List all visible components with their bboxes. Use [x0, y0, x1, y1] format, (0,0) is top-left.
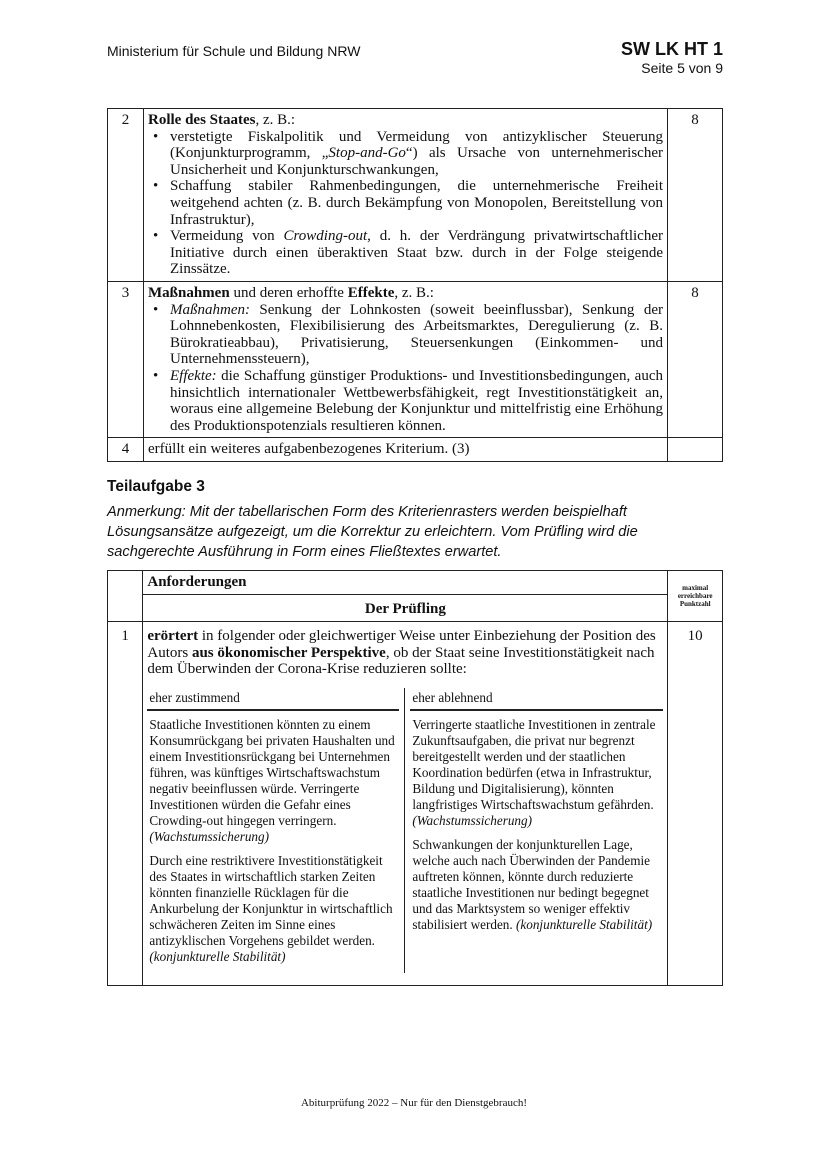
- pro-column: [147, 688, 405, 973]
- header-requirements: Anforderungen: [143, 571, 668, 595]
- row-content: Maßnahmen und deren erhoffte Effekte, z. B.: • Maßnahmen: Senkung der Lohnkosten (soweit beeinflussbar), Senkung der Lohnnebenkosten, Flexibilisierung des Arbeitsmarktes, Deregulierung (z. B. Bürokratieabbau), Privatisierung, Steuersenkungen (Einkommen- und Unternehmenssteuern), • Effekte: die Schaffung günstiger Produktions- und Investitionsbedingungen, auch hinsichtlich internationaler Wettbewerbsfähigkeit, regt Investitionstätigkeit an, woraus eine allgemeine Belebung der Konjunktur und mittelfristig eine Erhöhung des Produktionspotenzials resultieren können.: [144, 281, 668, 437]
- contra-column: [405, 688, 663, 973]
- pro-column-header: eher zustimmend: [147, 688, 399, 711]
- criteria-table-part3: [107, 570, 723, 986]
- header-max-points: maximal erreichbare Punktzahl: [668, 571, 723, 622]
- criterion-title: Rolle des Staates: [148, 112, 256, 128]
- row-number: 1: [108, 622, 143, 986]
- table-header-row: [108, 594, 723, 622]
- criteria-table-part2: [107, 108, 723, 462]
- table-row: [108, 281, 723, 437]
- row-number: 3: [108, 281, 144, 437]
- exam-code: SW LK HT 1: [621, 39, 723, 59]
- section-note: Anmerkung: Mit der tabellarischen Form des Kriterienrasters werden beispielhaft Lösungsansätze aufgezeigt, um die Korrektur zu erleichtern. Vom Prüfling wird die sachgerechte Ausführung in Form eines Fließtextes erwartet.: [107, 504, 638, 560]
- argument: Verringerte staatliche Investitionen in zentrale Zukunftsaufgaben, die privat nur begrenzt bereitgestellt werden und der staatlichen Koordination bedürfen (etwa in Infrastruktur, Bildung und Digitalisierung), könnten langfristiges Wirtschaftswachstum gefährden. (Wachstumssicherung): [412, 716, 656, 828]
- list-item: • Schaffung stabiler Rahmenbedingungen, die unternehmerische Freiheit weitgehend achten (z. B. durch Bekämpfung von Monopolen, Bereitstellung von Infrastruktur),: [170, 178, 663, 228]
- page-header: [621, 38, 723, 77]
- row-points: 8: [668, 281, 723, 437]
- section-title: Teilaufgabe 3: [107, 478, 205, 495]
- table-header-row: [108, 571, 723, 595]
- list-item: • Maßnahmen: Senkung der Lohnkosten (soweit beeinflussbar), Senkung der Lohnnebenkosten, Flexibilisierung des Arbeitsmarktes, Deregulierung (z. B. Bürokratieabbau), Privatisierung, Steuersenkungen (Einkommen- und Unternehmenssteuern),: [170, 302, 663, 368]
- bullet-list: [148, 129, 663, 278]
- table-row: [108, 109, 723, 282]
- row-number: 4: [108, 438, 144, 462]
- bullet-list: [148, 302, 663, 435]
- row-content: erfüllt ein weiteres aufgabenbezogenes Kriterium. (3): [144, 438, 668, 462]
- page-number: Seite 5 von 9: [641, 60, 723, 76]
- pro-contra-table: [147, 688, 663, 973]
- list-item: • verstetigte Fiskalpolitik und Vermeidung von antizyklischer Steuerung (Konjunkturprogramm, „Stop-and-Go“) als Ursache von unternehmerischer Unsicherheit und Konjunkturschwankungen,: [170, 129, 663, 179]
- list-item: • Effekte: die Schaffung günstiger Produktions- und Investitionsbedingungen, auch hinsichtlich internationaler Wettbewerbsfähigkeit, regt Investitionstätigkeit an, woraus eine allgemeine Belebung der Konjunktur und mittelfristig eine Erhöhung des Produktionspotenzials resultieren können.: [170, 368, 663, 434]
- row-content: [144, 109, 668, 282]
- argument: Schwankungen der konjunkturellen Lage, welche auch nach Überwinden der Pandemie auftreten können, könnte durch reduzierte staatliche Investitionen nur bedingt begegnet und das Marktsystem so weniger effektiv stabilisiert werden. (konjunkturelle Stabilität): [412, 836, 653, 932]
- criterion-title-rest: , z. B.:: [255, 112, 296, 128]
- argument: Durch eine restriktivere Investitionstätigkeit des Staates in wirtschaftlich starken Zeiten könnten finanzielle Rücklagen für die Ankurbelung der Konjunktur in wirtschaftlich schwächeren Zeiten im Sinne eines antizyklischen Vorgehens gebildet werden. (konjunkturelle Stabilität): [149, 852, 393, 964]
- row-points: 10: [668, 622, 723, 986]
- ministry-name: Ministerium für Schule und Bildung NRW: [107, 43, 361, 59]
- row-points: [668, 438, 723, 462]
- table-row: [108, 622, 723, 986]
- row-content: [143, 622, 668, 986]
- argument: Staatliche Investitionen könnten zu einem Konsumrückgang bei privaten Haushalten und einem Investitionsrückgang bei Unternehmen führen, was künftiges Wirtschaftswachstum negativ beeinflussen würde. Verringerte Investitionen würden die Gefahr eines Crowding-out hingegen verringern. (Wachstumssicherung): [149, 716, 395, 844]
- row-number: 2: [108, 109, 144, 282]
- table-row: [108, 438, 723, 462]
- list-item: • Vermeidung von Crowding-out, d. h. der Verdrängung privatwirtschaftlicher Initiative durch einen überaktiven Staat bzw. durch in der Folge steigende Zinssätze.: [170, 228, 663, 278]
- contra-column-header: eher ablehnend: [410, 688, 663, 711]
- header-candidate: Der Prüfling: [143, 594, 668, 622]
- page-footer: Abiturprüfung 2022 – Nur für den Dienstgebrauch!: [300, 1097, 528, 1109]
- task-intro: erörtert in folgender oder gleichwertiger Weise unter Einbeziehung der Position des Autors aus ökonomischer Perspektive, ob der Staat seine Investitionstätigkeit nach dem Überwinden der Corona-Krise reduzieren sollte:: [147, 628, 656, 678]
- row-points: 8: [668, 109, 723, 282]
